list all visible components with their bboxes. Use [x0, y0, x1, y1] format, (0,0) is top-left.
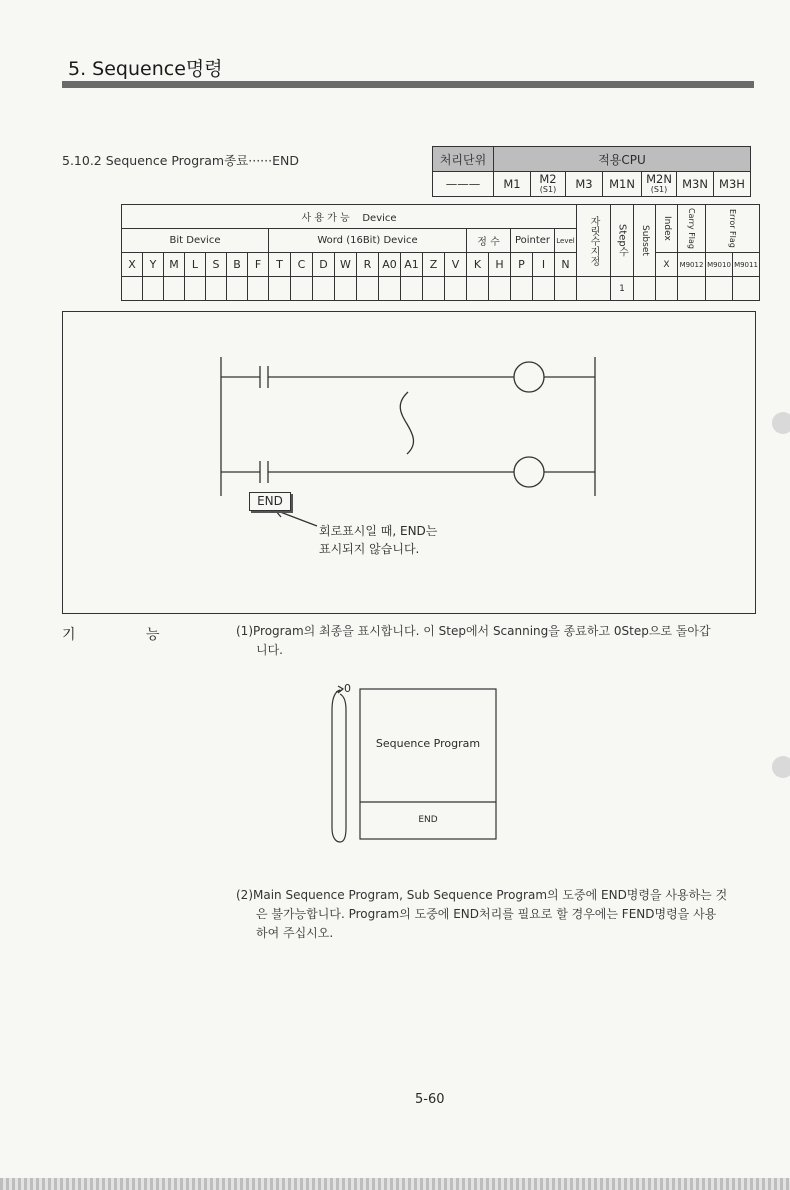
- device-col: L: [185, 253, 206, 277]
- function-label-ki: 기: [62, 627, 76, 643]
- function-para-2: (2)Main Sequence Program, Sub Sequence Program의 도중에 END명령을 사용하는 것 은 불가능합니다. Program의 도중에 END처리를 필요로 할 경우에는 FEND명령을 사용 하여 주십시오.: [236, 888, 728, 940]
- error-flag-value: M9010: [706, 253, 733, 277]
- cpu-cell: M2 (S1): [531, 172, 566, 197]
- ladder-diagram-box: [62, 311, 756, 614]
- carry-flag-header: Carry Flag: [678, 205, 706, 253]
- unit-header: 처리단위: [433, 147, 494, 172]
- ladder-diagram: [63, 312, 755, 613]
- device-col: S: [206, 253, 227, 277]
- device-col: Y: [143, 253, 164, 277]
- cpu-cell: M3N: [677, 172, 714, 197]
- device-col: N: [555, 253, 577, 277]
- index-header: Index: [656, 205, 678, 253]
- device-col: R: [357, 253, 379, 277]
- device-col: A0: [379, 253, 401, 277]
- device-col: T: [269, 253, 291, 277]
- cpu-cell: M2N (S1): [642, 172, 677, 197]
- digit-spec-header: 자릿수지정: [577, 205, 611, 277]
- device-col: I: [533, 253, 555, 277]
- cpu-cell: M1: [494, 172, 531, 197]
- device-col: D: [313, 253, 335, 277]
- binder-tab: [772, 756, 790, 778]
- step-count-value: 1: [611, 277, 634, 301]
- level-header: Level: [555, 229, 577, 253]
- unit-value: ———: [433, 172, 494, 197]
- cpu-cell: M3: [566, 172, 603, 197]
- word-device-header: Word (16Bit) Device: [269, 229, 467, 253]
- error-flag-header: Error Flag: [706, 205, 760, 253]
- index-value: X: [656, 253, 678, 277]
- usable-device-header: 사 용 가 능 Device: [122, 205, 577, 229]
- constant-header: 정 수: [467, 229, 511, 253]
- flow-end-label: END: [418, 815, 438, 825]
- function-label-neung: 능: [146, 627, 160, 643]
- cpu-table: [432, 146, 751, 197]
- cpu-cell: M3H: [714, 172, 751, 197]
- device-col: K: [467, 253, 489, 277]
- device-table: [121, 204, 760, 301]
- binder-tab: [772, 412, 790, 434]
- chapter-divider: [62, 81, 754, 88]
- cpu-header: 적용CPU: [494, 147, 751, 172]
- function-para-1: (1)Program의 최종을 표시합니다. 이 Step에서 Scanning을 종료하고 0Step으로 돌아갑 니다.: [236, 624, 711, 657]
- device-col: B: [227, 253, 248, 277]
- device-col: A1: [401, 253, 423, 277]
- device-col: F: [248, 253, 269, 277]
- device-col: C: [291, 253, 313, 277]
- step-count-header: Step수: [611, 205, 634, 277]
- scan-edge: [0, 1178, 790, 1190]
- device-col: V: [445, 253, 467, 277]
- carry-flag-value: M9012: [678, 253, 706, 277]
- device-col: M: [164, 253, 185, 277]
- pointer-header: Pointer: [511, 229, 555, 253]
- device-col: H: [489, 253, 511, 277]
- diagram-note: 회로표시일 때, END는 표시되지 않습니다.: [319, 524, 438, 556]
- device-col: W: [335, 253, 357, 277]
- device-col: X: [122, 253, 143, 277]
- subset-header: Subset: [634, 205, 656, 277]
- device-col: P: [511, 253, 533, 277]
- page-number: 5-60: [415, 1092, 445, 1107]
- section-title: 5.10.2 Sequence Program종료······END: [62, 153, 299, 168]
- device-col: Z: [423, 253, 445, 277]
- error-flag-value: M9011: [733, 253, 760, 277]
- flow-program-label: Sequence Program: [375, 737, 481, 750]
- end-box: END: [249, 492, 291, 511]
- flow-zero-label: 0: [344, 682, 351, 695]
- cpu-cell: M1N: [603, 172, 642, 197]
- bit-device-header: Bit Device: [122, 229, 269, 253]
- chapter-title: 5. Sequence명령: [68, 58, 223, 80]
